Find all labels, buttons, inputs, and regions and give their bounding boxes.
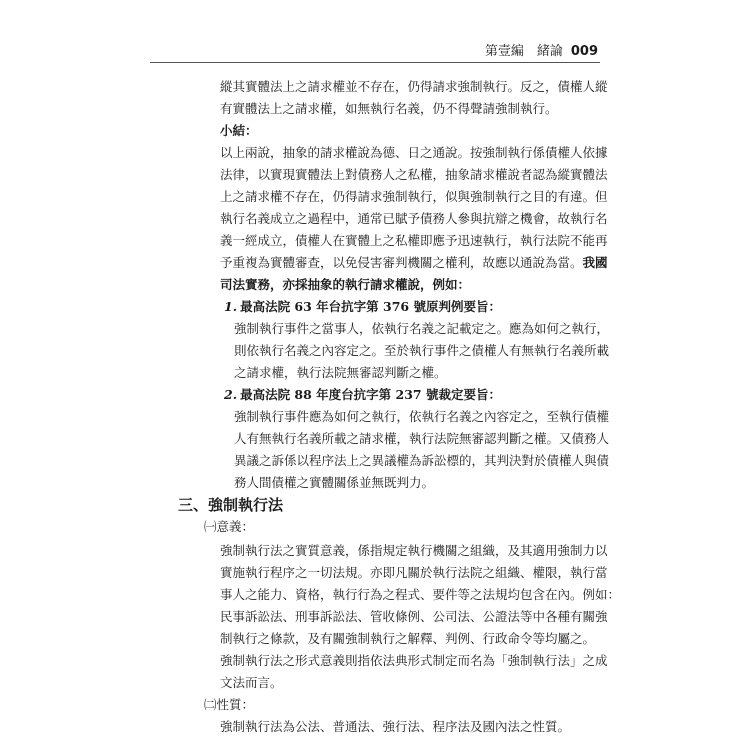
emphasis-line: 司法實務，亦採抽象的執行請求權說，例如： [220,277,471,292]
body-line: 上之請求權不存在，仍得請求強制執行，似與強制執行之目的有違。但 [220,189,608,204]
case-1-line: 則依執行名義之內容定之。至於執行事件之債權人有無執行名義所載 [234,343,610,358]
chapter-title: 第壹編 緒論 [484,44,563,59]
case-number: 2. [224,387,238,402]
emphasis-text: 我國 [582,255,608,270]
section-heading: 三、強制執行法 [178,496,284,514]
summary-heading: 小結： [220,123,258,138]
case-2-line: 人有無執行名義所載之請求權，執行法院無審認判斷之權。又債務人 [234,431,610,446]
body-line [220,252,608,274]
body-line: 以上兩說，抽象的請求權說為德、日之通說。按強制執行係債權人依據 [220,145,608,160]
case-1-line: 強制執行事件之當事人，依執行名義之記載定之。應為如何之執行， [234,321,610,336]
case-1-heading [224,296,501,318]
body-line: 民事訴訟法、刑事訴訟法、管收條例、公司法、公證法等中各種有關強 [220,609,608,624]
body-line: 強制執行法之形式意義則指依法典形式制定而名為「強制執行法」之成 [220,653,608,668]
case-1-line: 之請求權，執行法院無審認判斷之權。 [234,365,447,380]
body-line: 強制執行法為公法、普通法、強行法、程序法及國內法之性質。 [220,719,571,734]
case-2-line: 異議之訴係以程序法上之異議權為訴訟標的，其判決對於債權人與債 [234,453,610,468]
header-rule [150,62,600,63]
body-line: 有實體法上之請求權，如無執行名義，仍不得聲請強制執行。 [220,101,558,116]
case-2-line: 強制執行事件應為如何之執行，依執行名義之內容定之，至執行債權 [234,409,610,424]
body-line: 文法而言。 [220,675,283,690]
body-line: 實施執行程序之一切法規。亦即凡關於執行法院之組織、權限，執行當 [220,565,608,580]
subsection-1-heading: ㈠意義： [204,519,255,534]
case-title: 最高法院 63 年台抗字第 376 號原判例要旨： [240,299,501,314]
case-title: 最高法院 88 年度台抗字第 237 號裁定要旨： [240,387,501,402]
page-number: 009 [570,44,598,59]
body-line: 事人之能力、資格，執行行為之程式、要件等之法規均包含在內。例如： [220,587,621,602]
body-line: 制執行之條款，及有關強制執行之解釋、判例、行政命令等均屬之。 [220,631,596,646]
subsection-2-heading: ㈡性質： [204,697,255,712]
body-line: 強制執行法之實質意義，係指規定執行機關之組織，及其適用強制力以 [220,543,608,558]
running-header [485,40,598,59]
case-number: 1. [224,299,238,314]
body-line: 執行名義成立之過程中，通常已賦予債務人參與抗辯之機會，故執行名 [220,211,608,226]
case-2-heading [224,384,501,406]
body-line: 義一經成立，債權人在實體上之私權即應予迅速執行，執行法院不能再 [220,233,608,248]
body-line: 縱其實體法上之請求權並不存在，仍得請求強制執行。反之，債權人縱 [220,79,608,94]
body-line: 法律，以實現實體法上對債務人之私權，抽象請求權說者認為縱實體法 [220,167,608,182]
case-2-line: 務人間債權之實體關係並無既判力。 [234,475,435,490]
body-text: 予重複為實體審查，以免侵害審判機關之權利，故應以通說為當。 [220,255,583,270]
